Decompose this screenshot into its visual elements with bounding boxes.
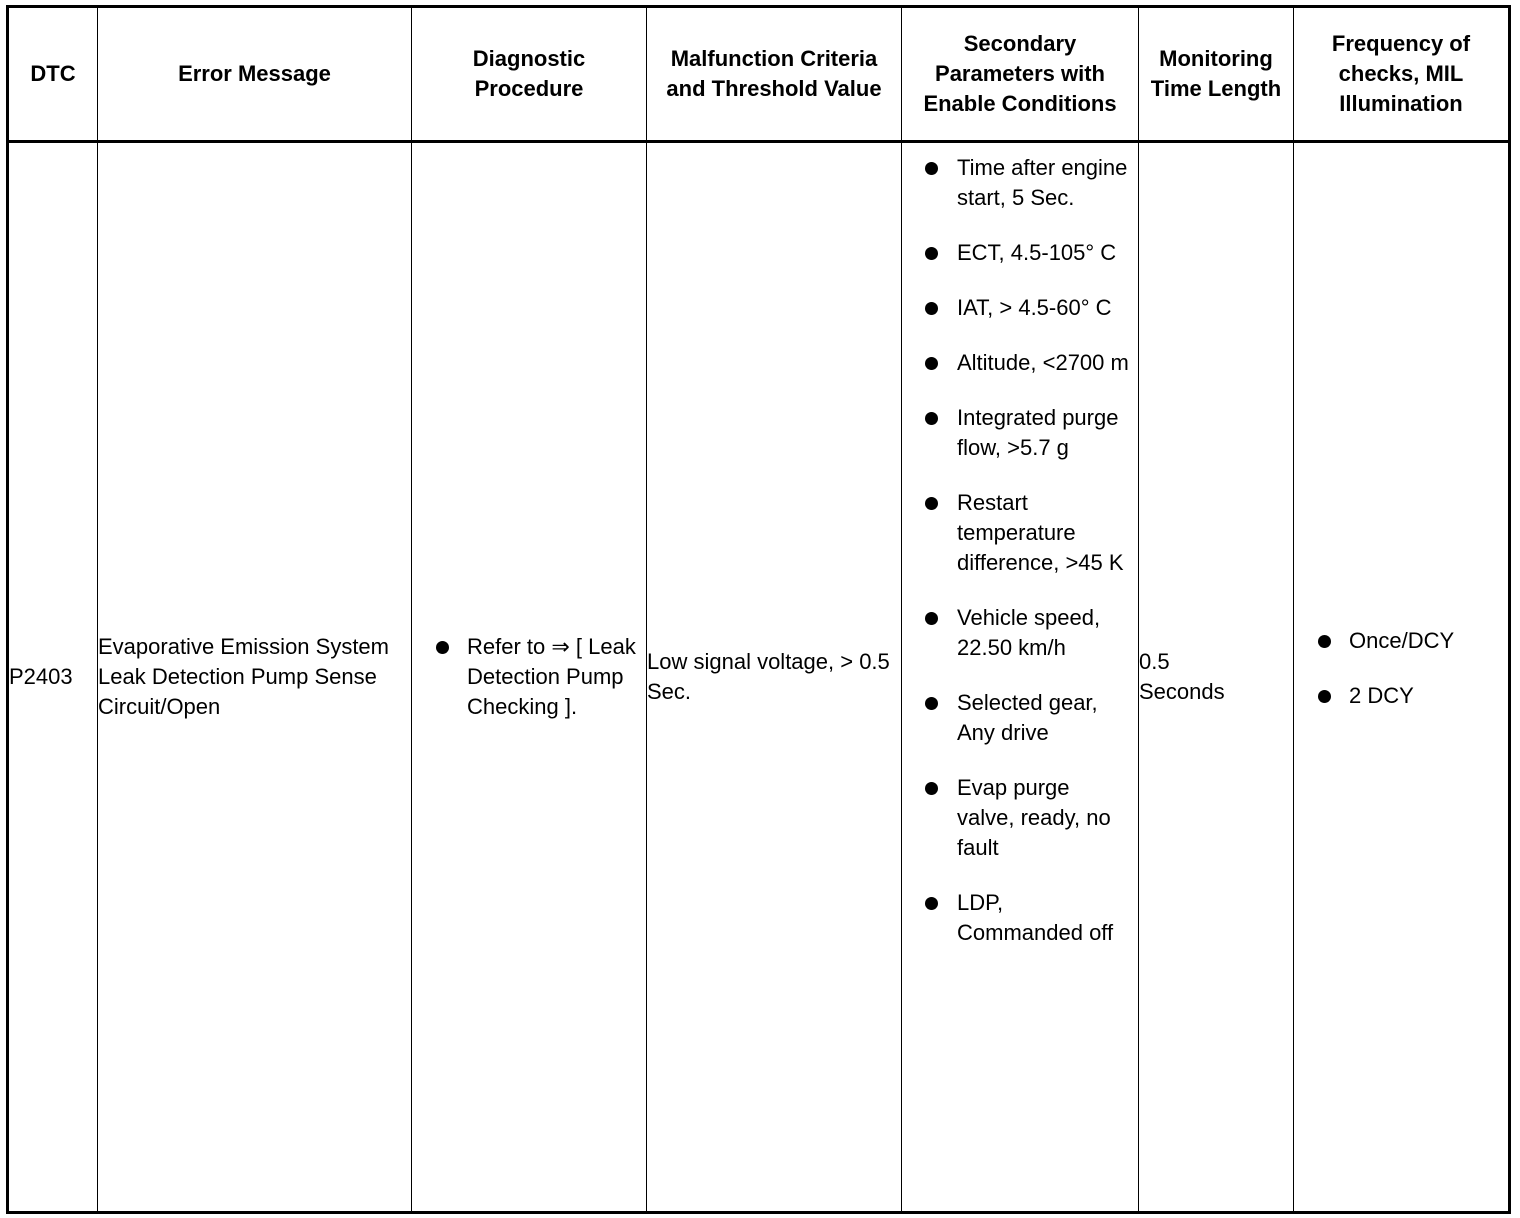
parameter-item bbox=[902, 238, 1130, 268]
parameter-item-text: Restart temperature difference, >45 K bbox=[957, 490, 1124, 575]
bullet-icon bbox=[925, 697, 938, 710]
parameter-item bbox=[902, 488, 1130, 578]
procedure-item bbox=[412, 632, 646, 722]
parameter-item bbox=[902, 688, 1130, 748]
parameter-item bbox=[902, 773, 1130, 863]
diagnostic-procedure bbox=[412, 142, 647, 1213]
header-frequency: Frequency of checks, MIL Illumination bbox=[1294, 7, 1510, 142]
bullet-icon bbox=[436, 641, 449, 654]
bullet-icon bbox=[925, 612, 938, 625]
bullet-icon bbox=[925, 412, 938, 425]
parameters-list bbox=[902, 147, 1130, 948]
bullet-icon bbox=[925, 162, 938, 175]
header-malfunction-criteria: Malfunction Criteria and Threshold Value bbox=[647, 7, 902, 142]
header-diagnostic-procedure: Diagnostic Procedure bbox=[412, 7, 647, 142]
parameter-item-text: Evap purge valve, ready, no fault bbox=[957, 775, 1111, 860]
table-row bbox=[8, 142, 1510, 1213]
malfunction-criteria: Low signal voltage, > 0.5 Sec. bbox=[647, 142, 902, 1213]
secondary-parameters bbox=[902, 142, 1139, 1213]
parameter-item-text: Vehicle speed, 22.50 km/h bbox=[957, 605, 1101, 660]
frequency-item bbox=[1294, 626, 1508, 656]
bullet-icon bbox=[925, 497, 938, 510]
procedure-list bbox=[412, 632, 646, 722]
parameter-item-text: LDP, Commanded off bbox=[957, 890, 1114, 945]
parameter-item-text: IAT, > 4.5-60° C bbox=[957, 295, 1112, 320]
procedure-item-text: Refer to ⇒ [ Leak Detection Pump Checking ]. bbox=[467, 634, 636, 719]
bullet-icon bbox=[925, 782, 938, 795]
frequency bbox=[1294, 142, 1510, 1213]
monitoring-time: 0.5 Seconds bbox=[1139, 142, 1294, 1213]
bullet-icon bbox=[1318, 635, 1331, 648]
frequency-item-text: Once/DCY bbox=[1349, 627, 1455, 653]
dtc-table bbox=[6, 5, 1511, 1214]
parameter-item-text: ECT, 4.5-105° C bbox=[957, 240, 1117, 265]
parameter-item-text: Altitude, <2700 m bbox=[957, 350, 1129, 375]
parameter-item bbox=[902, 603, 1130, 663]
header-monitoring-time: Monitoring Time Length bbox=[1139, 7, 1294, 142]
bullet-icon bbox=[925, 302, 938, 315]
bullet-icon bbox=[925, 357, 938, 370]
parameter-item-text: Integrated purge flow, >5.7 g bbox=[957, 405, 1119, 460]
frequency-item bbox=[1294, 681, 1508, 711]
error-message-text: Evaporative Emission System Leak Detection Pump Sense Circuit/Open bbox=[98, 634, 389, 719]
error-message bbox=[98, 142, 412, 1213]
bullet-icon bbox=[925, 897, 938, 910]
parameter-item bbox=[902, 403, 1130, 463]
header-row bbox=[8, 7, 1510, 142]
bullet-icon bbox=[1318, 690, 1331, 703]
header-secondary-parameters: Secondary Parameters with Enable Conditions bbox=[902, 7, 1139, 142]
parameter-item-text: Selected gear, Any drive bbox=[957, 690, 1098, 745]
header-dtc: DTC bbox=[8, 7, 98, 142]
dtc-code: P2403 bbox=[8, 142, 98, 1213]
parameter-item bbox=[902, 348, 1130, 378]
frequency-list bbox=[1294, 626, 1508, 711]
parameter-item-text: Time after engine start, 5 Sec. bbox=[957, 155, 1128, 210]
parameter-item bbox=[902, 153, 1130, 213]
parameter-item bbox=[902, 293, 1130, 323]
bullet-icon bbox=[925, 247, 938, 260]
frequency-item-text: 2 DCY bbox=[1349, 682, 1414, 708]
header-error-message: Error Message bbox=[98, 7, 412, 142]
parameter-item bbox=[902, 888, 1130, 948]
